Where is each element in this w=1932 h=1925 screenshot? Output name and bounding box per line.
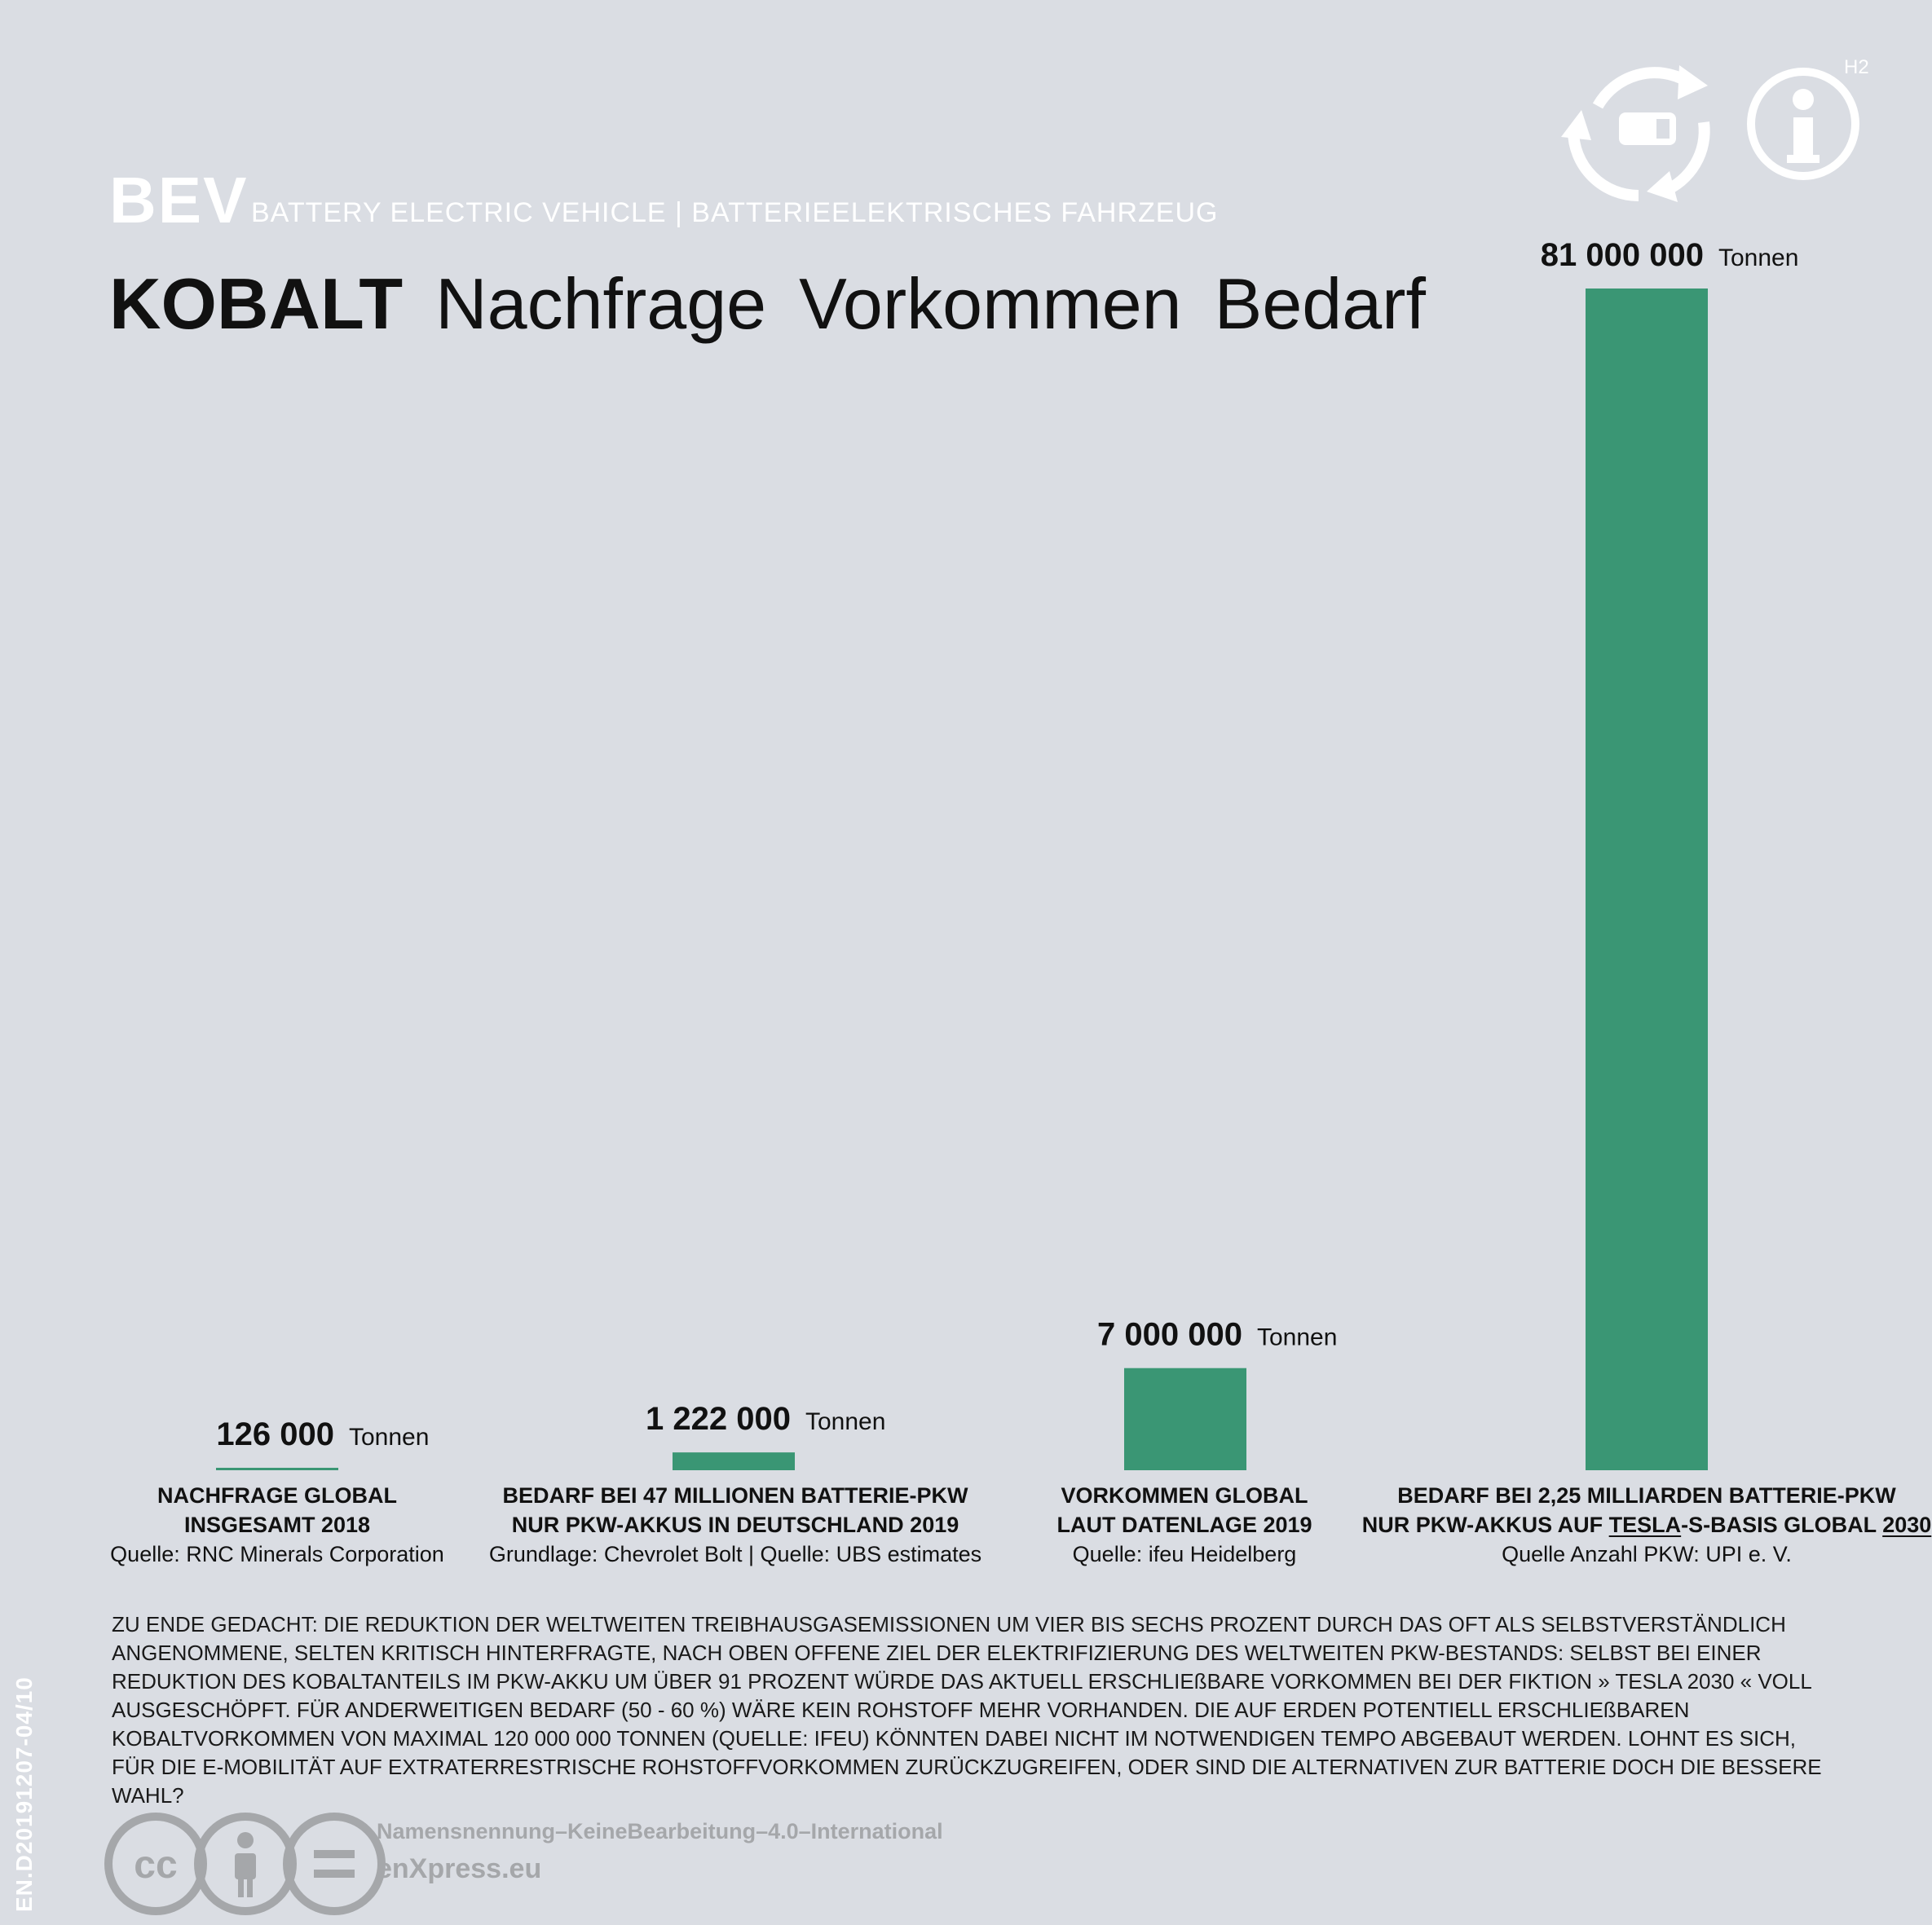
title-word-1: Nachfrage bbox=[435, 263, 767, 344]
bar-label-3-source: Quelle: ifeu Heidelberg bbox=[1072, 1542, 1297, 1566]
title-word-3: Bedarf bbox=[1214, 263, 1426, 344]
title-main: KOBALT bbox=[109, 263, 404, 344]
year-underlined: 2030 bbox=[1882, 1513, 1932, 1537]
bar-unit-2: Tonnen bbox=[805, 1408, 886, 1436]
document-id: EN.D20191207-04/10 bbox=[11, 1676, 37, 1912]
license-text: Namensnennung–KeineBearbeitung–4.0–International bbox=[377, 1819, 943, 1844]
bar-label-4-line1: BEDARF BEI 2,25 MILLIARDEN BATTERIE-PKW bbox=[1397, 1483, 1896, 1508]
bar-label-3-line2: LAUT DATENLAGE 2019 bbox=[1056, 1513, 1312, 1537]
bar-label-2-line2: NUR PKW-AKKUS IN DEUTSCHLAND 2019 bbox=[511, 1513, 959, 1537]
bar-unit-1: Tonnen bbox=[349, 1424, 430, 1451]
bar-label-3-line1: VORKOMMEN GLOBAL bbox=[1061, 1483, 1308, 1508]
site-link[interactable]: enXpress.eu bbox=[377, 1853, 542, 1884]
bar-label-1-line1: NACHFRAGE GLOBAL bbox=[157, 1483, 397, 1508]
bar-value-2: 1 222 000 bbox=[646, 1401, 791, 1438]
bar-2 bbox=[673, 1452, 795, 1470]
h2-tag: H2 bbox=[1844, 56, 1869, 78]
no-derivatives-icon bbox=[281, 1811, 387, 1917]
cc-label: cc bbox=[134, 1844, 178, 1887]
bar-3 bbox=[1124, 1368, 1246, 1470]
bar-4 bbox=[1586, 289, 1708, 1470]
tesla-underlined: TESLA bbox=[1608, 1513, 1682, 1537]
bar-unit-4: Tonnen bbox=[1718, 244, 1799, 271]
bar-label-2 bbox=[450, 1481, 1021, 1569]
bar-label-4-line2: NUR PKW-AKKUS AUF TESLA-S-BASIS GLOBAL 2030 bbox=[1361, 1513, 1932, 1537]
header-subtitle: BATTERY ELECTRIC VEHICLE | BATTERIEELEKTRISCHES FAHRZEUG bbox=[251, 197, 1219, 228]
header-acronym: BEV bbox=[109, 164, 249, 236]
bar-label-2-source: Grundlage: Chevrolet Bolt | Quelle: UBS estimates bbox=[488, 1542, 982, 1566]
bar-label-2-line1: BEDARF BEI 47 MILLIONEN BATTERIE-PKW bbox=[502, 1483, 968, 1508]
title-word-2: Vorkommen bbox=[799, 263, 1182, 344]
footnote-text: ZU ENDE GEDACHT: DIE REDUKTION DER WELTWEITEN TREIBHAUSGASEMISSIONEN UM VIER BIS SECHS PROZENT DURCH DAS OFT ALS SELBSTVERSTÄNDLICH ANGENOMMENE, SELTEN KRITISCH HINTERFRAGTE, NACH OBEN OFFENE ZIEL DER ELEKTRIFIZIERUNG DES WELTWEITEN PKW-BESTANDS: SELBST BEI EINER REDUKTION DES KOBALTANTEILS IM PKW-AKKU UM ÜBER 91 PROZENT WÜRDE DAS AKTUELL ERSCHLIEßBARE VORKOMMEN BEI DER FIKTION » TESLA 2030 « VOLL AUSGESCHÖPFT. FÜR ANDERWEITIGEN BEDARF (50 - 60 %) WÄRE KEIN ROHSTOFF MEHR VORHANDEN. DIE AUF ERDEN POTENTIELL ERSCHLIEßBAREN KOBALTVORKOMMEN VON MAXIMAL 120 000 000 TONNEN (QUELLE: IFEU) KÖNNTEN DABEI NICHT IM NOTWENDIGEN TEMPO ABGEBAUT WERDEN. LOHNT ES SICH, FÜR DIE E-MOBILITÄT AUF EXTRATERRESTRISCHE ROHSTOFFVORKOMMEN ZURÜCKZUGREIFEN, ODER SIND DIE ALTERNATIVEN ZUR BATTERIE DOCH DIE BESSERE WAHL? bbox=[112, 1612, 1822, 1808]
bar-1 bbox=[216, 1468, 338, 1470]
bar-value-4: 81 000 000 bbox=[1540, 237, 1704, 273]
bar-label-1 bbox=[73, 1481, 481, 1569]
bar-label-1-line2: INSGESAMT 2018 bbox=[183, 1513, 371, 1537]
bar-label-4 bbox=[1361, 1481, 1932, 1569]
bar-value-1: 126 000 bbox=[216, 1416, 334, 1452]
bar-label-1-source: Quelle: RNC Minerals Corporation bbox=[110, 1542, 444, 1566]
bar-unit-3: Tonnen bbox=[1257, 1324, 1338, 1351]
bar-label-4-source: Quelle Anzahl PKW: UPI e. V. bbox=[1502, 1542, 1792, 1566]
bar-value-3: 7 000 000 bbox=[1097, 1316, 1242, 1353]
bar-label-3 bbox=[981, 1481, 1388, 1569]
